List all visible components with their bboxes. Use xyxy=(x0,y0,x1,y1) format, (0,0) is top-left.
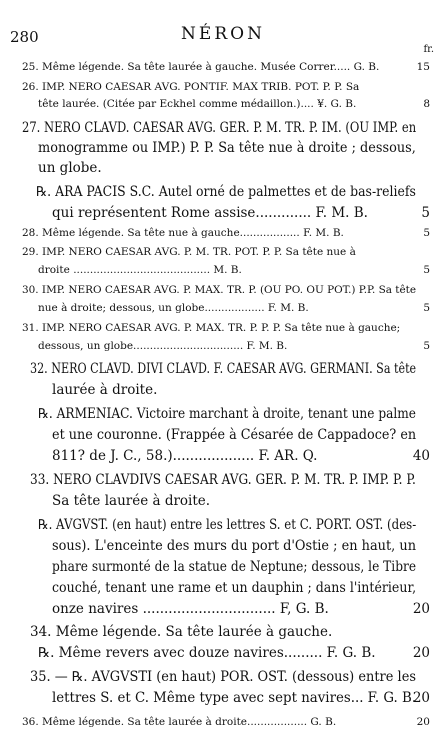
entry-text: ℞. ARA PACIS S.C. Autel orné de palmettes et de bas-reliefs xyxy=(36,184,416,200)
entry-value: 5 xyxy=(423,264,430,276)
entry-text: lettres S. et C. Même type avec sept navires... F. G. B. xyxy=(52,690,417,706)
entry-text: 35. — ℞. AVGVSTI (en haut) POR. OST. (dessous) entre les xyxy=(30,669,417,685)
entry-line xyxy=(0,302,446,322)
entry-text: qui représentent Rome assise............. F. M. B. xyxy=(52,205,368,221)
entry-line xyxy=(0,427,446,447)
entry-line xyxy=(0,448,446,468)
entry-text: ℞. ARMENIAC. Victoire marchant à droite, tenant une palme xyxy=(38,406,416,422)
entry-text: couché, tenant une rame et un dauphin ; dans l'intérieur, xyxy=(52,580,417,596)
entry-line xyxy=(0,61,446,81)
entry-value: 20 xyxy=(412,601,430,617)
entry-line xyxy=(0,645,446,665)
entry-line xyxy=(0,284,446,304)
entry-text: tête laurée. (Citée par Eckhel comme médaillon.).... ¥. G. B. xyxy=(38,98,357,110)
entry-text: sous). L'enceinte des murs du port d'Ostie ; en haut, un xyxy=(52,538,417,554)
entry-text: 28. Même légende. Sa tête nue à gauche.................. F. M. B. xyxy=(22,227,344,239)
entry-line xyxy=(0,493,446,513)
entry-line xyxy=(0,517,446,537)
entry-line xyxy=(0,227,446,247)
entry-text: droite ......................................... M. B. xyxy=(38,264,242,276)
entry-line xyxy=(0,624,446,644)
entry-value: 8 xyxy=(423,98,430,110)
entry-text: dessous, un globe................................. F. M. B. xyxy=(38,340,288,352)
entry-text: 32. NERO CLAVD. DIVI CLAVD. F. CAESAR AVG. GERMANI. Sa tête xyxy=(30,361,417,377)
entry-text: 29. IMP. NERO CAESAR AVG. P. M. TR. POT. P. P. Sa tête nue à xyxy=(22,246,356,258)
entry-text: 26. IMP. NERO CAESAR AVG. PONTIF. MAX TRIB. POT. P. P. Sa xyxy=(22,81,360,93)
entry-line xyxy=(0,160,446,180)
entry-text: 25. Même légende. Sa tête laurée à gauche. Musée Correr..... G. B. xyxy=(22,61,380,73)
entry-line xyxy=(0,140,446,160)
page-title: NÉRON xyxy=(181,24,265,44)
entry-text: 31. IMP. NERO CAESAR AVG. P. MAX. TR. P. P. P. Sa tête nue à gauche; xyxy=(22,322,401,334)
entry-line xyxy=(0,98,446,118)
entry-line xyxy=(0,322,446,342)
entry-text: 36. Même légende. Sa tête laurée à droite.................. G. B. xyxy=(22,716,337,728)
entry-line xyxy=(0,184,446,204)
entry-line xyxy=(0,246,446,266)
entry-line xyxy=(0,120,446,140)
entry-text: laurée à droite. xyxy=(52,382,158,398)
entry-line xyxy=(0,559,446,579)
entry-text: Sa tête laurée à droite. xyxy=(52,493,211,509)
entry-line xyxy=(0,264,446,284)
entry-value: 5 xyxy=(423,227,430,239)
entry-text: monogramme ou IMP.) P. P. Sa tête nue à droite ; dessous, xyxy=(38,140,416,156)
entry-value: 40 xyxy=(412,448,430,464)
entry-line xyxy=(0,716,446,736)
entry-value: 15 xyxy=(416,61,430,73)
entry-text: ℞. AVGVST. (en haut) entre les lettres S. et C. PORT. OST. (des- xyxy=(38,517,417,533)
entry-line xyxy=(0,580,446,600)
entry-line xyxy=(0,601,446,621)
entry-text: phare surmonté de la statue de Neptune; dessous, le Tibre xyxy=(52,559,417,575)
entry-value: 20 xyxy=(416,716,430,728)
entry-line xyxy=(0,205,446,225)
entry-text: 27. NERO CLAVD. CAESAR AVG. GER. P. M. TR. P. IM. (OU IMP. en xyxy=(22,120,417,136)
entry-line xyxy=(0,538,446,558)
page-number: 280 xyxy=(10,28,39,46)
entry-value: 20 xyxy=(412,645,430,661)
entry-value: 5 xyxy=(423,340,430,352)
entry-value: 20 xyxy=(412,690,430,706)
entry-text: 811? de J. C., 58.)................... F. AR. Q. xyxy=(52,448,318,464)
entry-text: un globe. xyxy=(38,160,102,176)
entry-text: nue à droite; dessous, un globe.................. F. M. B. xyxy=(38,302,309,314)
entry-line xyxy=(0,690,446,710)
entry-line xyxy=(0,361,446,381)
entry-text: 33. NERO CLAVDIVS CAESAR AVG. GER. P. M. TR. P. IMP. P. P. xyxy=(30,472,416,488)
column-label-francs: fr. xyxy=(423,44,434,55)
entry-value: 5 xyxy=(423,302,430,314)
entry-line xyxy=(0,406,446,426)
entry-text: ℞. Même revers avec douze navires......... F. G. B. xyxy=(38,645,376,661)
entry-text: 34. Même légende. Sa tête laurée à gauche. xyxy=(30,624,333,640)
entry-line xyxy=(0,669,446,689)
entry-text: onze navires ............................... F, G. B. xyxy=(52,601,329,617)
entry-line xyxy=(0,340,446,360)
entry-text: et une couronne. (Frappée à Césarée de Cappadoce? en xyxy=(52,427,417,443)
entry-value: 5 xyxy=(421,205,430,221)
entry-line xyxy=(0,382,446,402)
entry-line xyxy=(0,472,446,492)
entry-text: 30. IMP. NERO CAESAR AVG. P. MAX. TR. P. (OU PO. OU POT.) P.P. Sa tête xyxy=(22,284,417,296)
